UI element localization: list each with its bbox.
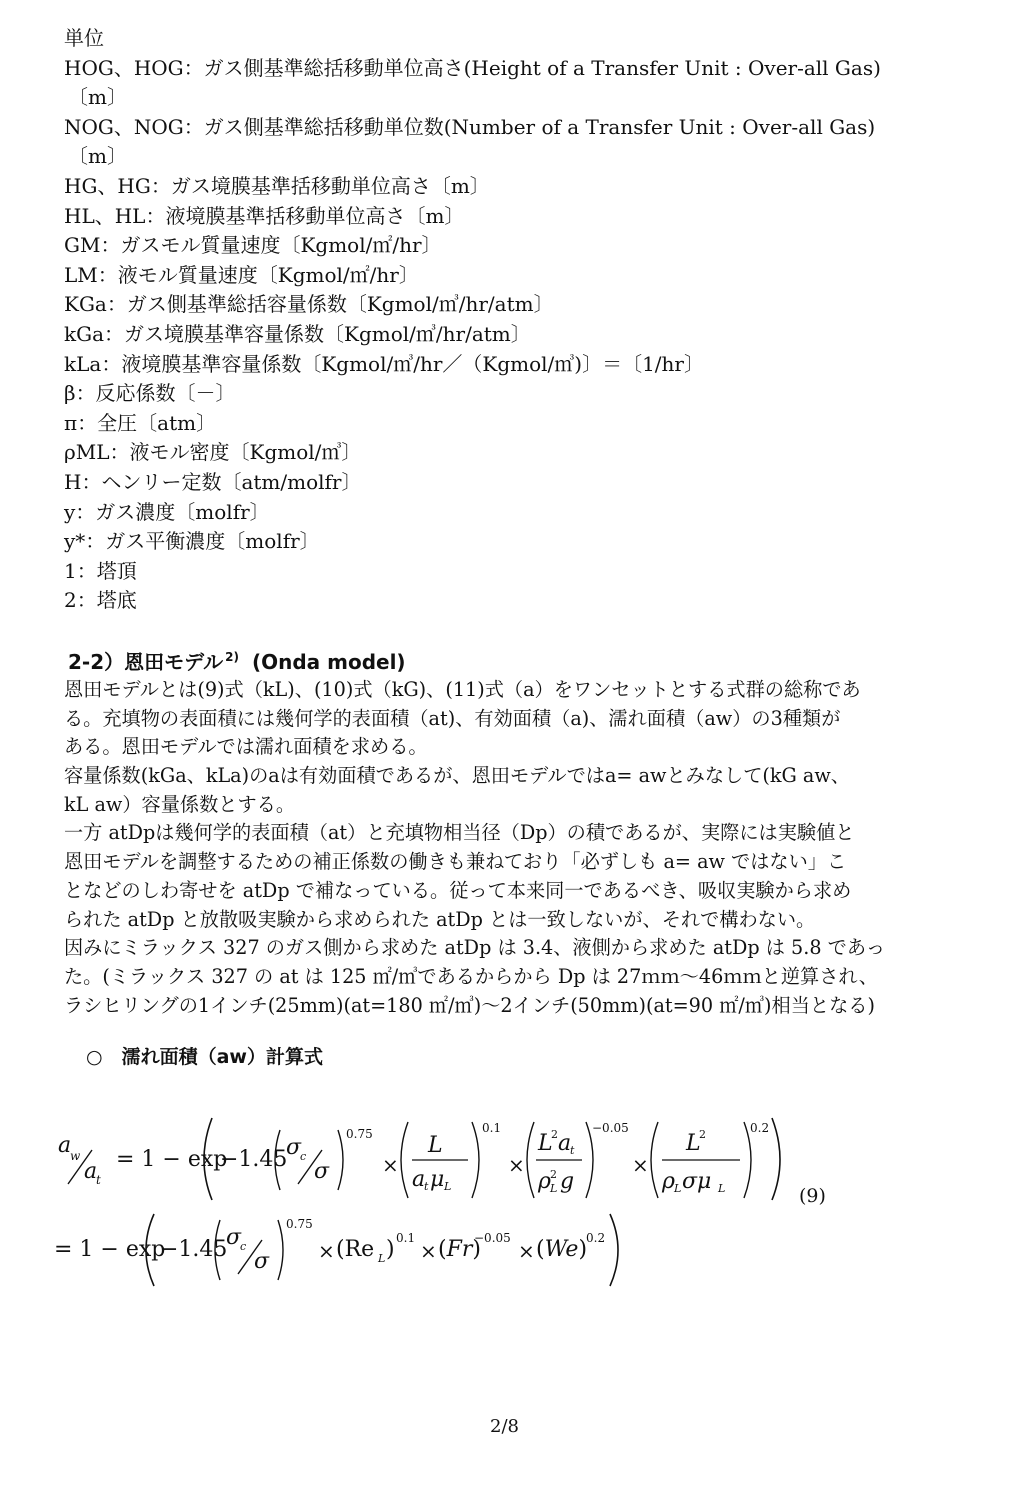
svg-text:×: ×: [508, 1153, 525, 1177]
unit-y: y：ガス濃度〔molfr〕: [64, 499, 270, 524]
body-line: ラシヒリングの1インチ(25mm)(at=180 ㎡/㎥)～2インチ(50mm)(at=90 ㎡/㎥)相当となる): [64, 993, 875, 1017]
body-line: ある。恩田モデルでは濡れ面積を求める。: [64, 735, 428, 759]
unit-kla: kLa：液境膜基準容量係数〔Kgmol/㎥/hr／（Kgmol/㎥)〕＝〔1/hr〕: [64, 351, 704, 376]
section-title-en: (Onda model): [251, 650, 406, 674]
unit-henry: H：ヘンリー定数〔atm/molfr〕: [64, 469, 362, 494]
svg-text:2: 2: [699, 1128, 706, 1141]
unit-hog-unit: 〔m〕: [68, 85, 127, 110]
svg-text:c: c: [240, 1240, 247, 1253]
unit-hg: HG、HG：ガス境膜基準括移動単位高さ〔m〕: [64, 173, 490, 198]
svg-text:= 1 − exp: = 1 − exp: [54, 1237, 166, 1262]
svg-text:×: ×: [420, 1239, 437, 1263]
svg-text:0.75: 0.75: [286, 1217, 313, 1231]
svg-text:×: ×: [318, 1239, 335, 1263]
svg-text:2: 2: [551, 1128, 558, 1141]
unit-hog: HOG、HOG：ガス側基準総括移動単位高さ(Height of a Transfer Unit : Over-all Gas): [64, 55, 881, 80]
body-line: 恩田モデルとは(9)式（kL)、(10)式（kG)、(11)式（a）をワンセットとする式群の総称であ: [64, 678, 861, 701]
body-line: られた atDp と放散吸実験から求められた atDp とは一致しないが、それで構わない。: [64, 907, 816, 931]
body-line: となどのしわ寄せを atDp で補なっている。従って本来同一であるべき、吸収実験から求め: [64, 878, 852, 902]
svg-text:(Re: (Re: [336, 1237, 375, 1262]
svg-text:0.75: 0.75: [346, 1127, 373, 1141]
svg-text:2: 2: [550, 1168, 557, 1181]
svg-text:(We): (We): [536, 1237, 588, 1262]
unit-nog-unit: 〔m〕: [68, 144, 127, 169]
svg-text:(Fr): (Fr): [438, 1237, 481, 1262]
unit-pi: π：全圧〔atm〕: [64, 410, 217, 435]
units-list: [64, 24, 954, 616]
svg-text:L: L: [686, 1131, 701, 1156]
formula-line-1: [58, 1118, 780, 1200]
svg-text:σ: σ: [286, 1135, 302, 1160]
svg-text:a: a: [412, 1167, 426, 1192]
unit-kga-overall: KGa：ガス側基準総括容量係数〔Kgmol/㎥/hr/atm〕: [64, 292, 554, 317]
wetted-area-heading: ○ 濡れ面積（aw）計算式: [86, 1046, 323, 1068]
unit-kga-film: kGa：ガス境膜基準容量係数〔Kgmol/㎥/hr/atm〕: [64, 321, 531, 346]
unit-lm: LM：液モル質量速度〔Kgmol/㎡/hr〕: [64, 262, 419, 287]
body-line: 恩田モデルを調整するための補正係数の働きも兼ねており「必ずしも a= aw ではない」こ: [64, 850, 847, 874]
svg-text:t: t: [96, 1173, 101, 1187]
svg-text:a: a: [558, 1131, 572, 1156]
unit-nog: NOG、NOG：ガス側基準総括移動単位数(Number of a Transfer Unit : Over-all Gas): [64, 114, 876, 139]
svg-text:c: c: [300, 1150, 307, 1163]
svg-text:L: L: [538, 1131, 553, 1156]
equation-number: (9): [799, 1185, 826, 1207]
body-line: た。(ミラックス 327 の at は 125 ㎡/㎥であるからから Dp は 27ｍｍ～46ｍｍと逆算され、: [64, 964, 878, 988]
unit-y-star: y*：ガス平衡濃度〔molfr〕: [64, 529, 320, 554]
svg-text:L: L: [444, 1180, 452, 1193]
body-line: 因みにミラックス 327 のガス側から求めた atDp は 3.4、液側から求めた atDp は 5.8 であっ: [64, 936, 886, 960]
unit-beta: β：反応係数〔－〕: [64, 381, 236, 406]
svg-text:): ): [386, 1237, 395, 1262]
body-line: 一方 atDpは幾何学的表面積（at）と充填物相当径（Dp）の積であるが、実際には実験値と: [64, 821, 855, 845]
svg-text:a: a: [58, 1133, 72, 1158]
svg-text:L: L: [428, 1133, 443, 1158]
svg-text:0.2: 0.2: [586, 1231, 606, 1245]
svg-text:ρ: ρ: [538, 1169, 551, 1194]
page-number: 2/8: [490, 1416, 519, 1437]
svg-text:g: g: [560, 1169, 575, 1194]
svg-text:0.2: 0.2: [750, 1121, 770, 1135]
svg-text:σμ: σμ: [682, 1169, 712, 1194]
svg-text:a: a: [84, 1159, 98, 1184]
svg-text:0.1: 0.1: [396, 1231, 416, 1245]
body-paragraph: [64, 676, 954, 1020]
svg-text:L: L: [674, 1182, 682, 1195]
unit-rho-ml: ρML：液モル密度〔Kgmol/㎥〕: [64, 440, 362, 465]
formula-line-2: [54, 1214, 618, 1286]
unit-bottom: 2：塔底: [64, 588, 137, 613]
svg-text:= 1 − exp: = 1 − exp: [116, 1147, 228, 1172]
svg-text:w: w: [70, 1149, 81, 1163]
section-title: 2-2）恩田モデル: [68, 650, 224, 674]
body-line: る。充填物の表面積には幾何学的表面積（at)、有効面積（a)、濡れ面積（aw）の3種類が: [64, 706, 841, 730]
svg-text:−0.05: −0.05: [474, 1231, 511, 1245]
body-line: kL aw）容量係数とする。: [64, 792, 296, 816]
wetted-area-formula: [50, 1108, 850, 1298]
svg-text:t: t: [424, 1180, 429, 1193]
svg-text:×: ×: [518, 1239, 535, 1263]
svg-text:L: L: [550, 1182, 558, 1195]
unit-top: 1：塔頂: [64, 558, 137, 583]
svg-text:−0.05: −0.05: [592, 1121, 629, 1135]
body-line: 容量係数(kGa、kLa)のaは有効面積であるが、恩田モデルではa= awとみなして(kG aw、: [64, 764, 850, 788]
units-heading: 単位: [64, 26, 104, 50]
svg-text:×: ×: [632, 1153, 649, 1177]
svg-text:μ: μ: [430, 1167, 445, 1192]
svg-text:σ: σ: [314, 1159, 330, 1184]
section-ref: 2): [225, 650, 239, 665]
svg-text:L: L: [378, 1252, 386, 1265]
svg-text:σ: σ: [254, 1249, 270, 1274]
svg-text:−1.45: −1.45: [160, 1237, 228, 1262]
svg-text:0.1: 0.1: [482, 1121, 502, 1135]
unit-gm: GM：ガスモル質量速度〔Kgmol/㎡/hr〕: [64, 233, 442, 258]
unit-hl: HL、HL：液境膜基準括移動単位高さ〔m〕: [64, 203, 465, 228]
section-heading: [68, 646, 406, 675]
svg-text:ρ: ρ: [662, 1169, 675, 1194]
svg-text:σ: σ: [226, 1225, 242, 1250]
svg-text:×: ×: [382, 1153, 399, 1177]
svg-text:t: t: [570, 1144, 575, 1157]
svg-text:−1.45: −1.45: [220, 1147, 288, 1172]
svg-text:L: L: [718, 1182, 726, 1195]
